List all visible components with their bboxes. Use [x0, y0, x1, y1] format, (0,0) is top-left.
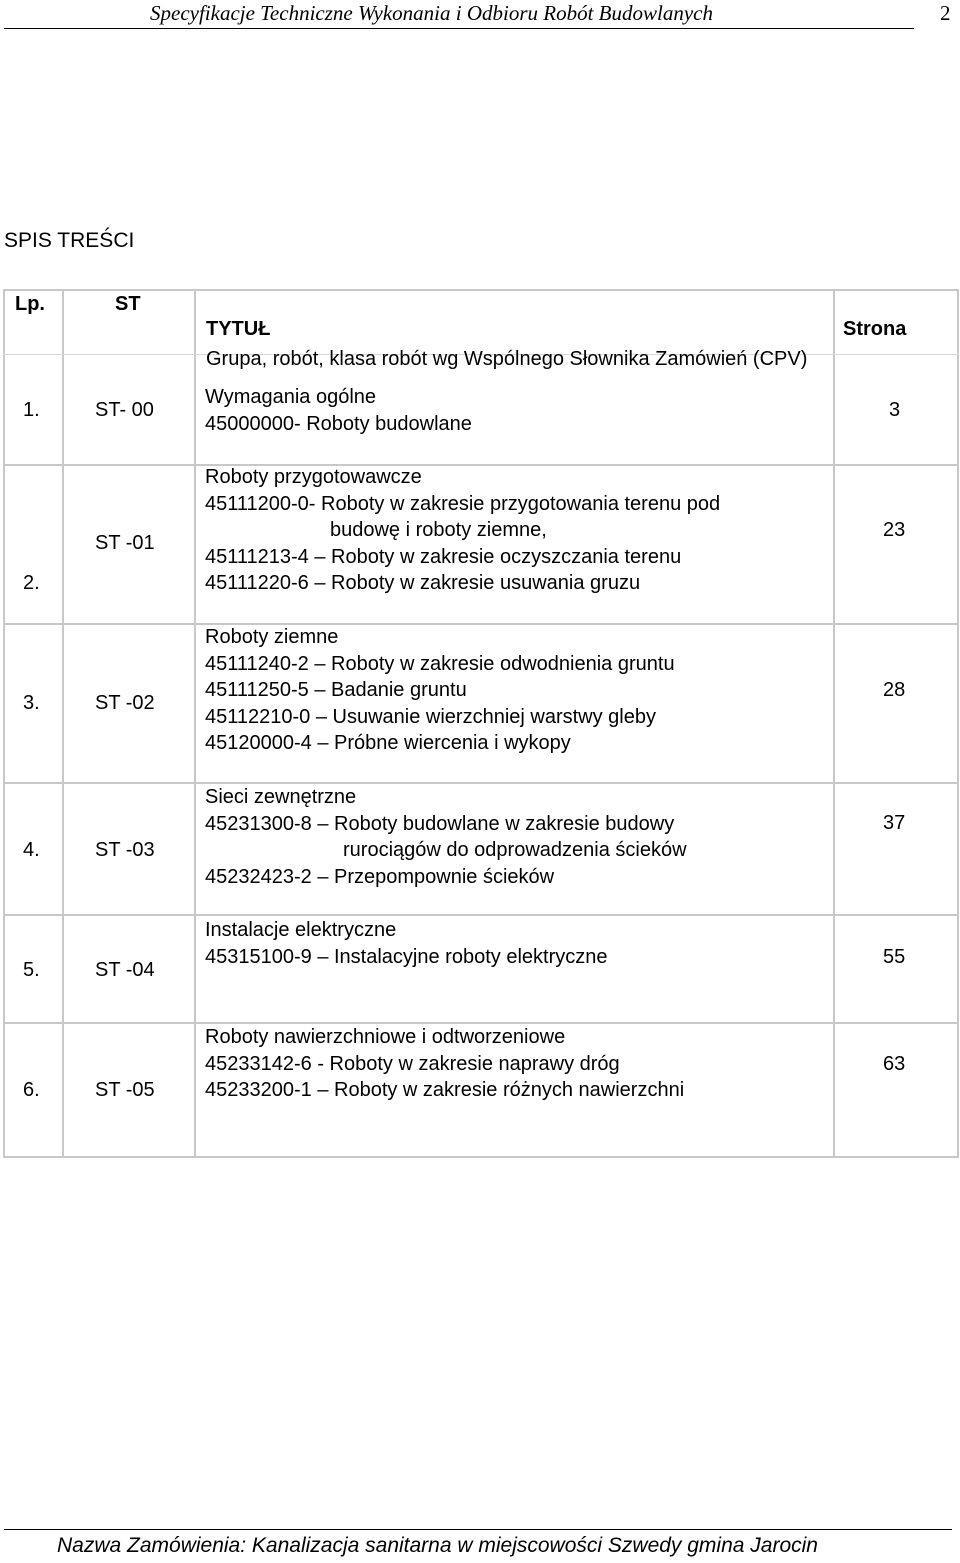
- row-3-title: [205, 624, 675, 757]
- row-1-st: ST- 00: [95, 399, 154, 421]
- row-4-line-4: 45232423-2 – Przepompownie ścieków: [205, 865, 555, 888]
- row-6-line-3: 45233200-1 – Roboty w zakresie różnych nawierzchni: [205, 1079, 685, 1101]
- row-2-st: ST -01: [95, 532, 155, 554]
- row-1-line-2: 45000000- Roboty budowlane: [205, 412, 472, 435]
- row-4-line-3: rurociągów do odprowadzenia ścieków: [343, 839, 687, 861]
- row-5-line-2: 45315100-9 – Instalacyjne roboty elektryczne: [205, 945, 608, 968]
- row-4-line-1: Sieci zewnętrzne: [205, 786, 357, 808]
- row-2-line-5: 45111220-6 – Roboty w zakresie usuwania gruzu: [205, 572, 641, 594]
- row-6-title: [205, 1024, 684, 1104]
- page-number: 2: [940, 1, 951, 25]
- row-2-line-2: 45111200-0- Roboty w zakresie przygotowania terenu pod: [205, 492, 721, 515]
- row-5-page: 55: [883, 946, 906, 968]
- col-divider-title: [833, 289, 835, 1158]
- col-header-lp: Lp.: [15, 293, 45, 315]
- col-divider-st: [194, 289, 196, 1158]
- row-5-title: [205, 917, 607, 970]
- row-3-lp: 3.: [23, 692, 40, 714]
- table-border-left: [3, 289, 5, 1158]
- row-2-lp: 2.: [23, 572, 40, 594]
- row-5-lp: 5.: [23, 959, 40, 981]
- row-4-st: ST -03: [95, 839, 155, 861]
- header-rule: [4, 28, 914, 29]
- col-header-title-sub: Grupa, robót, klasa robót wg Wspólnego Słownika Zamówień (CPV): [206, 348, 808, 370]
- toc-heading: SPIS TREŚCI: [4, 229, 135, 252]
- row-3-line-3: 45111250-5 – Badanie gruntu: [205, 679, 467, 701]
- row-1-title: [205, 384, 472, 437]
- row-2-page: 23: [883, 519, 906, 541]
- row-1-line-1: Wymagania ogólne: [205, 386, 377, 408]
- page-footer: Nazwa Zamówienia: Kanalizacja sanitarna w miejscowości Szwedy gmina Jarocin: [57, 1534, 818, 1557]
- row-4-lp: 4.: [23, 839, 40, 861]
- row-divider-4: [3, 914, 959, 916]
- row-3-line-4: 45112210-0 – Usuwanie wierzchniej warstwy gleby: [205, 705, 656, 728]
- row-6-line-1: Roboty nawierzchniowe i odtworzeniowe: [205, 1026, 566, 1048]
- row-2-line-3: budowę i roboty ziemne,: [330, 519, 547, 541]
- row-4-line-2: 45231300-8 – Roboty budowlane w zakresie budowy: [205, 812, 675, 835]
- row-3-line-2: 45111240-2 – Roboty w zakresie odwodnienia gruntu: [205, 652, 675, 675]
- col-divider-lp: [62, 289, 64, 1158]
- row-4-title: [205, 784, 687, 890]
- page-header: [0, 0, 960, 30]
- row-6-st: ST -05: [95, 1079, 155, 1101]
- row-1-page: 3: [889, 399, 901, 421]
- col-header-st: ST: [115, 293, 141, 315]
- row-3-st: ST -02: [95, 692, 155, 714]
- table-border-bottom: [3, 1156, 959, 1158]
- row-2-title: [205, 464, 720, 597]
- row-3-line-1: Roboty ziemne: [205, 626, 339, 648]
- table-border-top: [3, 289, 959, 291]
- row-6-page: 63: [883, 1053, 906, 1075]
- row-5-st: ST -04: [95, 959, 155, 981]
- row-2-line-4: 45111213-4 – Roboty w zakresie oczyszczania terenu: [205, 545, 682, 568]
- footer-rule: [4, 1529, 952, 1530]
- row-2-line-1: Roboty przygotowawcze: [205, 466, 422, 488]
- col-header-title: TYTUŁ: [206, 318, 271, 340]
- row-1-lp: 1.: [23, 399, 40, 421]
- row-3-page: 28: [883, 679, 906, 701]
- table-border-right: [957, 289, 959, 1158]
- row-5-line-1: Instalacje elektryczne: [205, 919, 397, 941]
- row-6-line-2: 45233142-6 - Roboty w zakresie naprawy dróg: [205, 1052, 620, 1075]
- document-title: Specyfikacje Techniczne Wykonania i Odbioru Robót Budowlanych: [150, 1, 713, 25]
- row-6-lp: 6.: [23, 1079, 40, 1101]
- row-4-page: 37: [883, 812, 906, 834]
- col-header-page: Strona: [843, 318, 907, 340]
- col-header-title-sub-clip: [206, 342, 826, 370]
- row-3-line-5: 45120000-4 – Próbne wiercenia i wykopy: [205, 732, 571, 754]
